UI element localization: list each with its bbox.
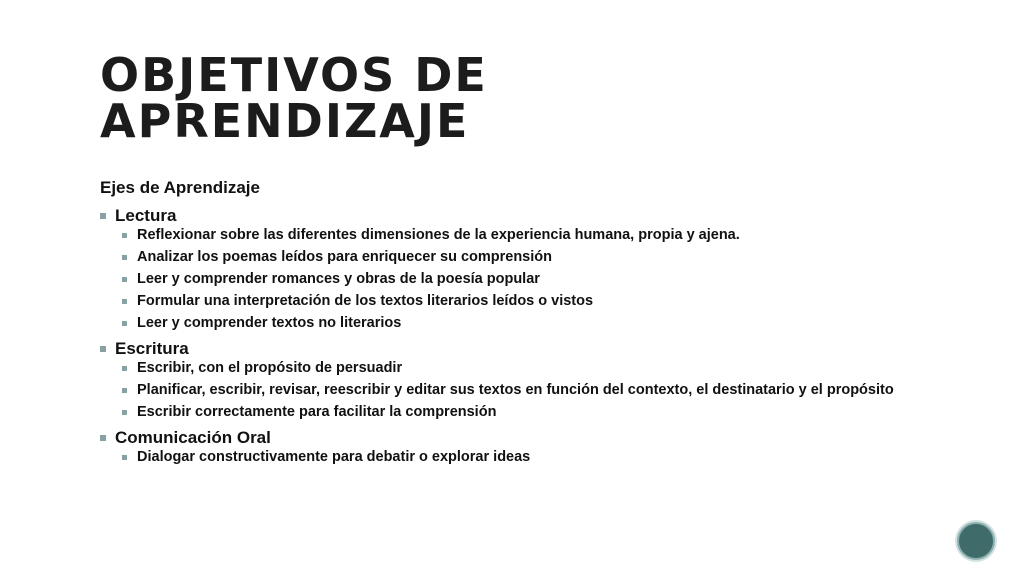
list-item — [122, 316, 900, 331]
section-heading: Ejes de Aprendizaje — [100, 178, 260, 197]
list-item-text: Dialogar constructivamente para debatir o explorar ideas — [137, 449, 531, 465]
list-item-text: Formular una interpretación de los textos literarios leídos o vistos — [137, 293, 594, 309]
square-bullet-icon — [100, 213, 106, 219]
list-item-text: Reflexionar sobre las diferentes dimensiones de la experiencia humana, propia y ajena. — [137, 227, 740, 243]
section-title-escritura — [100, 339, 900, 359]
slide-content — [100, 178, 900, 473]
square-bullet-icon — [100, 435, 106, 441]
list-item — [122, 383, 900, 398]
square-bullet-icon — [100, 346, 106, 352]
list-item — [122, 228, 900, 243]
square-bullet-icon — [122, 388, 127, 393]
lectura-list — [100, 228, 900, 331]
square-bullet-icon — [122, 366, 127, 371]
section-title-comunicacion-oral — [100, 428, 900, 448]
square-bullet-icon — [122, 455, 127, 460]
section-lectura — [100, 206, 900, 331]
section-escritura — [100, 339, 900, 420]
list-item — [122, 361, 900, 376]
square-bullet-icon — [122, 255, 127, 260]
section-title-text: Lectura — [115, 206, 177, 225]
list-item-text: Leer y comprender textos no literarios — [137, 315, 402, 331]
section-title-text: Comunicación Oral — [115, 428, 271, 447]
list-item — [122, 405, 900, 420]
slide-title-line-2: APRENDIZAJE — [100, 94, 470, 148]
section-title-text: Escritura — [115, 339, 189, 358]
slide-title — [100, 48, 488, 148]
list-item-text: Escribir, con el propósito de persuadir — [137, 360, 403, 376]
section-title-lectura — [100, 206, 900, 226]
escritura-list — [100, 361, 900, 420]
list-item — [122, 272, 900, 287]
list-item — [122, 250, 900, 265]
list-item-text: Analizar los poemas leídos para enriquecer su comprensión — [137, 249, 552, 265]
square-bullet-icon — [122, 410, 127, 415]
page-number-badge — [957, 522, 995, 560]
square-bullet-icon — [122, 299, 127, 304]
list-item — [122, 450, 900, 465]
square-bullet-icon — [122, 321, 127, 326]
list-item-text: Planificar, escribir, revisar, reescribir y editar sus textos en función del contexto, el destinatario y el propósito — [137, 382, 894, 398]
square-bullet-icon — [122, 233, 127, 238]
slide-title-line-1: OBJETIVOS DE — [100, 48, 488, 102]
section-comunicacion-oral — [100, 428, 900, 465]
list-item-text: Escribir correctamente para facilitar la comprensión — [137, 404, 497, 420]
list-item — [122, 294, 900, 309]
comunicacion-oral-list — [100, 450, 900, 465]
square-bullet-icon — [122, 277, 127, 282]
list-item-text: Leer y comprender romances y obras de la poesía popular — [137, 271, 540, 287]
